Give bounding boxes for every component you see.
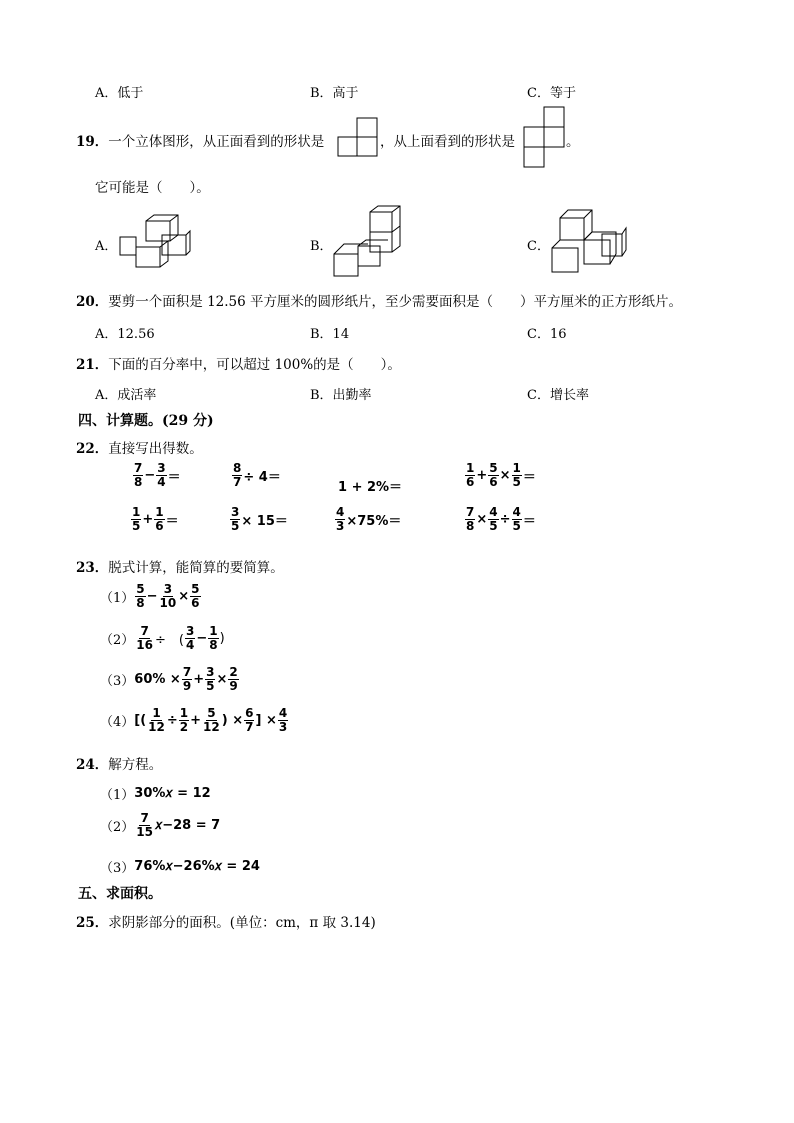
q24-text: 解方程。 [108,757,163,773]
q25-text: 求阴影部分的面积。(单位：cm，π 取 3.14) [108,915,376,931]
q24-part-3: （3） 76%𝑥−26%𝑥 = 24 [100,859,260,876]
q18-option-c: C．等于 [527,86,576,101]
fraction: $\frac{1}{8}$ [209,624,218,652]
q23-part-1: （1） $\frac{5}{8}$ − $\frac{3}{10}$ × $\frac{5}{6}$ [100,582,200,610]
fraction: $\frac{7}{8}$ [134,461,143,489]
question-number: 20． [76,294,109,310]
q19-option-a: A． [95,239,118,254]
fraction: $\frac{4}{5}$ [489,505,498,533]
q23-stem [76,556,284,576]
q19-option-b: B． [310,239,333,254]
q20-option-b: B．14 [310,327,350,342]
q19-end: 。 [566,134,580,150]
q22-expr-4: $\frac{1}{6}$ + $\frac{5}{6}$ × $\frac{1}{5}$ ＝ [466,461,536,489]
front-view-figure [337,117,379,157]
fraction: $\frac{1}{5}$ [132,505,141,533]
q19-line2: 它可能是（ ）。 [95,180,210,196]
q19-text-top-view: ，从上面看到的形状是 [380,134,515,150]
q22-expr-3: 1 + 2%＝ [338,480,403,495]
fraction: $\frac{5}{6}$ [489,461,498,489]
q19-option-c-figure [548,208,628,276]
fraction: $\frac{8}{7}$ [233,461,242,489]
section-4-heading: 四、计算题。(29 分) [78,413,214,429]
fraction: $\frac{3}{5}$ [231,505,240,533]
q22-stem [76,437,203,457]
q22-text: 直接写出得数。 [108,441,203,457]
q25-stem [76,911,376,931]
top-view-figure [523,106,567,168]
q21-text: 下面的百分率中，可以超过 100%的是（ ）。 [108,357,401,373]
fraction: $\frac{5}{8}$ [136,582,145,610]
question-number: 22． [76,441,109,457]
question-number: 24． [76,757,109,773]
question-number: 19． [76,134,109,150]
section-5-heading: 五、求面积。 [78,886,162,902]
fraction: $\frac{3}{4}$ [157,461,166,489]
q19-option-c: C． [527,239,550,254]
q20-option-c: C．16 [527,327,567,342]
q24-part-1: （1） 30%𝑥 = 12 [100,786,211,803]
fraction: $\frac{5}{6}$ [191,582,200,610]
fraction: $\frac{7}{8}$ [466,505,475,533]
fraction: $\frac{4}{3}$ [336,505,345,533]
q22-expr-6: $\frac{3}{5}$ × 15＝ [231,505,288,533]
fraction: $\frac{4}{3}$ [278,706,288,734]
fraction: $\frac{1}{12}$ [148,706,165,734]
q22-expr-1: $\frac{7}{8}$ − $\frac{3}{4}$ ＝ [134,461,181,489]
q21-option-c: C．增长率 [527,388,589,403]
fraction: $\frac{7}{9}$ [182,665,192,693]
q18-option-b: B．高于 [310,86,359,101]
q21-stem [76,353,401,373]
q23-part-3: （3） 60% × $\frac{7}{9}$ + $\frac{3}{5}$ × $\frac{2}{9}$ [100,665,238,693]
q19-stem [76,130,324,150]
fraction: $\frac{3}{10}$ [159,582,177,610]
q20-text: 要剪一个面积是 12.56 平方厘米的圆形纸片，至少需要面积是（ ）平方厘米的正方形纸片。 [108,294,683,310]
fraction: $\frac{3}{4}$ [185,624,195,652]
fraction: $\frac{1}{6}$ [155,505,164,533]
question-number: 23． [76,560,109,576]
q22-expr-2: $\frac{8}{7}$ ÷ 4＝ [233,461,281,489]
q18-option-a: A．低于 [95,86,144,101]
q19-text-front-view: 一个立体图形，从正面看到的形状是 [108,134,325,150]
q24-stem [76,753,162,773]
fraction: $\frac{1}{6}$ [466,461,475,489]
fraction: $\frac{6}{7}$ [245,706,254,734]
fraction: $\frac{7}{15}$ [136,811,153,839]
fraction: $\frac{1}{2}$ [179,706,189,734]
q22-expr-8: $\frac{7}{8}$ × $\frac{4}{5}$ ÷ $\frac{4}{5}$ ＝ [466,505,536,533]
q23-part-4: （4） [( $\frac{1}{12}$ ÷ $\frac{1}{2}$ + $\frac{5}{12}$ ) × $\frac{6}{7}$ ] × $\frac{4}{3}$ [100,706,288,734]
q21-option-a: A．成活率 [95,388,157,403]
q22-expr-5: $\frac{1}{5}$ + $\frac{1}{6}$ ＝ [132,505,179,533]
fraction: $\frac{3}{5}$ [206,665,215,693]
q23-text: 脱式计算，能简算的要简算。 [108,560,284,576]
q22-expr-7: $\frac{4}{3}$ ×75%＝ [336,505,402,533]
fraction: $\frac{4}{5}$ [512,505,521,533]
question-number: 25． [76,915,109,931]
q19-option-b-figure [330,204,405,279]
q20-stem [76,290,682,310]
fraction: $\frac{7}{16}$ [136,624,153,652]
q21-option-b: B．出勤率 [310,388,372,403]
q20-option-a: A．12.56 [95,327,155,342]
q23-part-2: （2） $\frac{7}{16}$ ÷ ( $\frac{3}{4}$ − $\frac{1}{8}$ ) [100,624,225,652]
fraction: $\frac{2}{9}$ [229,665,238,693]
fraction: $\frac{1}{5}$ [512,461,521,489]
q19-option-a-figure [118,213,193,271]
question-number: 21． [76,357,109,373]
fraction: $\frac{5}{12}$ [203,706,220,734]
q24-part-2: （2） $\frac{7}{15}$ 𝑥−28 = 7 [100,811,221,839]
